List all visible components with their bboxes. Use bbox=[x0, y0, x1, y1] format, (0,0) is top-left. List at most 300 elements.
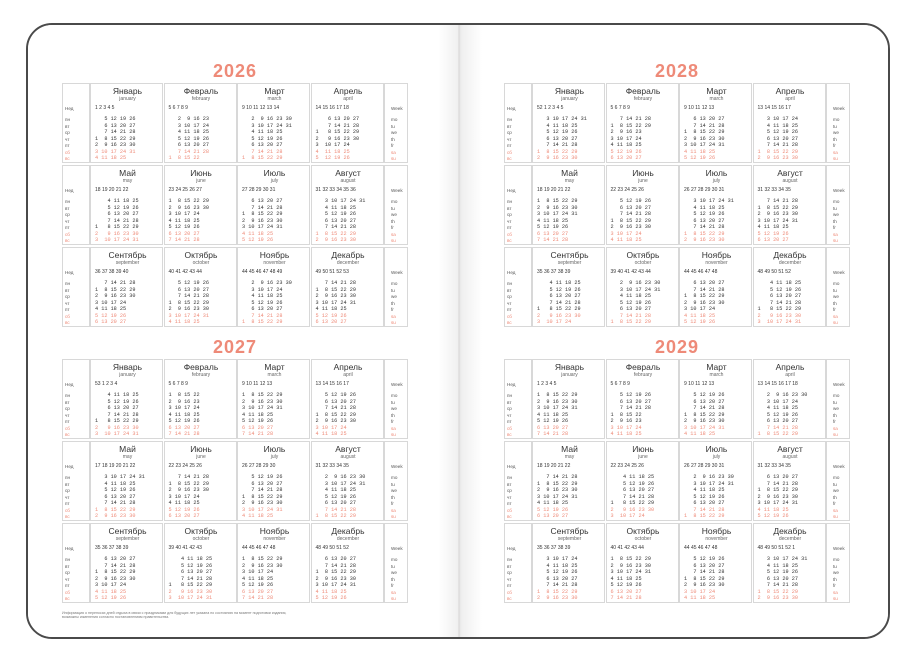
week-numbers: 31 32 33 34 35 bbox=[757, 463, 791, 469]
day-row: 1 8 15 22 bbox=[168, 155, 200, 161]
month-july bbox=[679, 441, 752, 521]
day-row: 5 12 19 26 bbox=[242, 135, 283, 142]
month-january bbox=[90, 83, 163, 163]
month-september bbox=[532, 247, 605, 327]
day-row: 3 10 17 24 bbox=[95, 299, 127, 306]
day-row: 7 14 21 28 bbox=[684, 405, 725, 411]
weekday-label: вт bbox=[507, 205, 512, 211]
day-row: 1 8 15 22 29 bbox=[315, 411, 356, 418]
day-row: 1 8 15 22 29 bbox=[610, 319, 651, 325]
week-numbers: 44 45 46 47 48 49 bbox=[242, 269, 283, 275]
month-name-ru: Июнь bbox=[632, 444, 654, 454]
day-row: 6 13 20 27 bbox=[95, 493, 136, 500]
day-row: 3 10 17 24 31 bbox=[95, 148, 136, 155]
month-name-ru: Март bbox=[264, 86, 285, 96]
day-row: 5 12 19 26 bbox=[242, 237, 274, 243]
month-name-en: april bbox=[785, 96, 795, 102]
day-row: 2 9 16 23 30 bbox=[610, 562, 651, 569]
day-row: 1 8 15 22 29 bbox=[537, 148, 578, 155]
weekday-label: чт bbox=[507, 412, 512, 418]
day-row: 1 8 15 22 29 bbox=[684, 230, 725, 237]
weekday-label: пн bbox=[65, 281, 71, 286]
week-label: tu bbox=[391, 563, 395, 569]
week-numbers: 13 14 15 16 17 bbox=[757, 105, 791, 111]
weekday-label: чт bbox=[65, 494, 70, 500]
month-name-ru: Ноябрь bbox=[259, 250, 290, 260]
month-january bbox=[532, 359, 605, 439]
week-label: we bbox=[833, 294, 839, 299]
day-row: 1 8 15 22 29 bbox=[537, 306, 581, 312]
day-row: 3 10 17 24 31 bbox=[168, 312, 209, 319]
week-label: tu bbox=[833, 481, 837, 487]
month-name-en: december bbox=[336, 536, 360, 542]
day-row: 2 9 16 23 30 bbox=[95, 575, 136, 582]
week-label: su bbox=[833, 238, 838, 243]
weekday-label: вс bbox=[507, 156, 512, 161]
month-name-ru: Август bbox=[777, 168, 803, 178]
week-label: Week bbox=[391, 270, 403, 275]
month-april bbox=[311, 83, 384, 163]
weekday-label: вт bbox=[65, 399, 70, 405]
day-row: 2 9 16 23 30 bbox=[757, 595, 798, 601]
week-label: fr bbox=[391, 419, 394, 424]
week-label: tu bbox=[833, 205, 837, 211]
weekday-label: Нед bbox=[507, 382, 516, 387]
day-row: 3 10 17 24 bbox=[537, 556, 578, 562]
day-row: 5 12 19 26 bbox=[684, 493, 725, 500]
month-name-en: august bbox=[782, 454, 798, 460]
week-label: th bbox=[833, 576, 837, 582]
day-row: 7 14 21 28 bbox=[95, 500, 136, 506]
weekday-labels-ru bbox=[62, 359, 90, 439]
weekday-label: вс bbox=[65, 432, 70, 437]
day-row: 4 11 18 25 bbox=[537, 411, 569, 418]
week-numbers: 44 45 46 47 48 bbox=[242, 545, 276, 551]
month-name-en: december bbox=[336, 260, 360, 266]
day-row: 1 8 15 22 29 bbox=[757, 148, 798, 155]
day-row: 1 8 15 22 29 bbox=[95, 286, 136, 293]
day-row: 5 12 19 26 bbox=[315, 155, 350, 161]
day-row: 1 8 15 22 29 bbox=[168, 198, 209, 204]
month-september bbox=[90, 247, 163, 327]
day-row: 3 10 17 24 31 bbox=[537, 116, 587, 122]
day-row: 3 10 17 24 31 bbox=[757, 217, 798, 224]
day-row: 1 8 15 22 29 bbox=[315, 286, 356, 293]
day-row: 1 8 15 22 29 bbox=[242, 155, 283, 161]
weekday-label: вт bbox=[65, 287, 70, 293]
weekday-label: пт bbox=[507, 225, 512, 230]
week-label: Week bbox=[833, 464, 845, 469]
weekday-label: сб bbox=[65, 313, 70, 319]
day-row: 5 12 19 26 bbox=[168, 135, 209, 142]
day-row: 5 12 19 26 bbox=[95, 204, 139, 211]
weekday-labels-en bbox=[384, 83, 408, 163]
quarter-row bbox=[504, 165, 850, 245]
day-row: 1 8 15 22 29 bbox=[537, 392, 578, 398]
month-june bbox=[164, 441, 237, 521]
weekday-label: пн bbox=[507, 475, 513, 480]
month-name-en: november bbox=[263, 260, 286, 266]
weekday-labels-en bbox=[384, 247, 408, 327]
quarter-row bbox=[62, 247, 408, 327]
weekday-label: пн bbox=[507, 393, 513, 398]
day-row: 4 11 18 25 bbox=[242, 293, 283, 299]
week-numbers: 9 10 11 12 13 bbox=[684, 381, 715, 387]
day-row: 1 8 15 22 29 bbox=[95, 135, 136, 142]
month-name-en: june bbox=[638, 454, 648, 460]
month-name-ru: Апрель bbox=[333, 362, 363, 372]
day-row: 5 12 19 26 bbox=[537, 506, 569, 513]
week-numbers: 13 14 15 16 17 bbox=[315, 381, 349, 387]
month-name-en: march bbox=[267, 96, 282, 102]
day-row: 4 11 18 25 bbox=[168, 129, 209, 135]
day-row: 7 14 21 28 bbox=[537, 582, 578, 588]
weekday-label: вс bbox=[507, 320, 512, 325]
day-row: 3 10 17 24 31 bbox=[242, 224, 283, 230]
day-row: 5 12 19 26 bbox=[95, 116, 136, 122]
day-row: 6 13 20 27 bbox=[537, 230, 569, 237]
week-numbers: 17 18 19 20 21 22 bbox=[95, 463, 136, 469]
month-name-ru: Сентябрь bbox=[108, 250, 147, 260]
day-row: 3 10 17 24 bbox=[168, 122, 209, 129]
day-row: 6 13 20 27 bbox=[684, 562, 725, 569]
weekday-label: пт bbox=[65, 583, 70, 588]
weekday-label: чт bbox=[65, 136, 70, 142]
day-row: 3 10 17 24 31 bbox=[610, 569, 651, 575]
week-numbers: 9 10 11 12 13 bbox=[684, 105, 715, 111]
month-name-en: august bbox=[340, 454, 356, 460]
month-name-ru: Март bbox=[264, 362, 285, 372]
weekday-label: пт bbox=[507, 419, 512, 424]
day-row: 6 13 20 27 bbox=[168, 142, 209, 148]
day-row: 5 12 19 26 bbox=[315, 211, 356, 217]
month-name-ru: Май bbox=[561, 168, 578, 178]
day-row: 2 9 16 23 30 bbox=[537, 398, 578, 405]
month-july bbox=[679, 165, 752, 245]
weekday-label: пн bbox=[65, 475, 71, 480]
week-numbers: 22 23 24 25 26 bbox=[610, 463, 644, 469]
day-row: 3 10 17 24 31 bbox=[242, 506, 283, 513]
month-may bbox=[90, 165, 163, 245]
week-label: su bbox=[833, 514, 838, 519]
week-label: th bbox=[833, 136, 837, 142]
month-name-en: march bbox=[267, 372, 282, 378]
week-label: we bbox=[833, 488, 839, 493]
month-december bbox=[753, 523, 826, 603]
day-row: 5 12 19 26 bbox=[242, 474, 283, 480]
day-row: 6 13 20 27 bbox=[610, 398, 651, 405]
weekday-label: вс bbox=[507, 514, 512, 519]
day-row: 7 14 21 28 bbox=[315, 506, 356, 513]
month-name-ru: Март bbox=[706, 86, 727, 96]
day-row: 2 9 16 23 30 bbox=[315, 575, 356, 582]
day-row: 4 11 18 25 bbox=[315, 148, 350, 155]
week-label: fr bbox=[391, 143, 394, 148]
weekday-label: пт bbox=[65, 143, 70, 148]
month-name-en: january bbox=[561, 372, 578, 378]
day-row: 1 8 15 22 29 bbox=[537, 198, 578, 204]
week-label: we bbox=[391, 212, 397, 217]
day-row: 6 13 20 27 bbox=[757, 474, 798, 480]
week-label: th bbox=[833, 300, 837, 306]
month-name-ru: Декабрь bbox=[331, 526, 365, 536]
week-label: Week bbox=[391, 464, 403, 469]
weekday-labels-ru bbox=[504, 523, 532, 603]
month-july bbox=[237, 165, 310, 245]
day-row: 1 8 15 22 29 bbox=[757, 588, 798, 595]
day-row: 1 8 15 22 bbox=[610, 411, 642, 418]
weekday-label: пт bbox=[65, 225, 70, 230]
weekday-label: сб bbox=[507, 425, 512, 431]
day-row: 5 12 19 26 bbox=[315, 392, 356, 398]
day-row: 6 13 20 27 bbox=[168, 230, 200, 237]
month-june bbox=[606, 441, 679, 521]
month-name-ru: Февраль bbox=[183, 362, 219, 372]
day-row: 2 9 16 23 30 bbox=[610, 280, 661, 286]
day-row: 5 12 19 26 bbox=[95, 487, 136, 493]
day-row: 5 12 19 26 bbox=[610, 148, 642, 155]
day-row: 3 10 17 24 31 bbox=[684, 480, 734, 487]
day-row: 3 10 17 24 bbox=[315, 142, 350, 148]
weekday-labels-ru bbox=[62, 247, 90, 327]
year-title: 2026 bbox=[212, 61, 258, 81]
day-row: 4 11 18 25 bbox=[684, 312, 716, 319]
day-row: 4 11 18 25 bbox=[168, 556, 213, 562]
week-label: su bbox=[833, 596, 838, 601]
week-numbers: 18 19 20 21 22 bbox=[537, 463, 571, 469]
day-row: 6 13 20 27 bbox=[757, 237, 789, 243]
weekday-labels-ru bbox=[62, 165, 90, 245]
day-row: 7 14 21 28 bbox=[95, 280, 136, 286]
day-row: 4 11 18 25 bbox=[757, 224, 789, 230]
day-row: 1 8 15 22 29 bbox=[242, 211, 283, 217]
day-row: 2 9 16 23 30 bbox=[315, 293, 356, 299]
day-row: 2 9 16 23 30 bbox=[610, 224, 651, 230]
weekday-label: вс bbox=[65, 156, 70, 161]
day-row: 2 9 16 23 30 bbox=[242, 500, 283, 506]
week-label: mo bbox=[833, 475, 840, 480]
month-november bbox=[679, 523, 752, 603]
day-row: 4 11 18 25 bbox=[610, 431, 642, 437]
day-row: 5 12 19 26 bbox=[684, 556, 725, 562]
month-name-ru: Апрель bbox=[775, 86, 805, 96]
week-numbers: 40 41 42 43 44 bbox=[168, 269, 202, 275]
day-row: 1 8 15 22 29 bbox=[315, 569, 356, 575]
day-row: 6 13 20 27 bbox=[610, 204, 651, 211]
week-label: Week bbox=[833, 188, 845, 193]
day-row: 3 10 17 24 31 bbox=[684, 142, 725, 148]
weekday-labels-en bbox=[826, 247, 850, 327]
day-row: 5 12 19 26 bbox=[242, 418, 274, 424]
day-row: 4 11 18 25 bbox=[315, 306, 347, 312]
day-row: 3 10 17 24 bbox=[168, 211, 200, 217]
day-row: 6 13 20 27 bbox=[610, 588, 642, 595]
week-label: sa bbox=[833, 425, 838, 431]
day-row: 6 13 20 27 bbox=[315, 116, 360, 122]
planner-spread bbox=[26, 23, 890, 639]
week-label: sa bbox=[833, 589, 838, 595]
day-row: 4 11 18 25 bbox=[242, 129, 283, 135]
weekday-label: ср bbox=[65, 570, 70, 575]
week-numbers: 31 32 33 34 35 bbox=[315, 463, 349, 469]
day-row: 3 10 17 24 31 bbox=[315, 299, 356, 306]
month-name-ru: Сентябрь bbox=[108, 526, 147, 536]
day-row: 1 8 15 22 29 bbox=[684, 513, 725, 519]
day-row: 7 14 21 28 bbox=[315, 280, 356, 286]
week-label: fr bbox=[833, 419, 836, 424]
week-numbers: 48 49 50 51 52 1 bbox=[757, 545, 796, 551]
month-name-en: march bbox=[709, 96, 724, 102]
weekday-label: ср bbox=[507, 488, 512, 493]
day-row: 6 13 20 27 bbox=[242, 480, 283, 487]
weekday-label: вс bbox=[507, 432, 512, 437]
day-row: 1 8 15 22 29 bbox=[242, 556, 283, 562]
week-numbers: 48 49 50 51 52 bbox=[757, 269, 791, 275]
week-label: th bbox=[833, 218, 837, 224]
weekday-label: чт bbox=[507, 218, 512, 224]
week-label: th bbox=[391, 136, 395, 142]
week-label: tu bbox=[833, 123, 837, 129]
month-name-ru: Июль bbox=[263, 168, 286, 178]
day-row: 2 9 16 23 30 bbox=[610, 506, 655, 513]
day-row: 1 8 15 22 29 bbox=[315, 513, 356, 519]
weekday-label: вт bbox=[65, 123, 70, 129]
day-row: 1 8 15 22 29 bbox=[168, 480, 209, 487]
day-row: 4 11 18 25 bbox=[610, 575, 642, 582]
weekday-labels-en bbox=[384, 359, 408, 439]
day-row: 1 8 15 22 29 bbox=[610, 556, 651, 562]
weekday-label: сб bbox=[65, 425, 70, 431]
week-label: sa bbox=[833, 507, 838, 513]
weekday-label: чт bbox=[65, 412, 70, 418]
day-row: 4 11 18 25 bbox=[537, 562, 578, 569]
day-row: 5 12 19 26 bbox=[610, 392, 651, 398]
day-row: 2 9 16 23 30 bbox=[684, 299, 725, 306]
day-row: 2 9 16 23 30 bbox=[315, 237, 356, 243]
weekday-label: сб bbox=[507, 149, 512, 155]
day-row: 6 13 20 27 bbox=[242, 588, 274, 595]
day-row: 4 11 18 25 bbox=[537, 500, 569, 506]
day-row: 2 9 16 23 30 bbox=[242, 562, 283, 569]
month-october bbox=[606, 247, 679, 327]
weekday-label: чт bbox=[507, 576, 512, 582]
week-label: we bbox=[833, 570, 839, 575]
day-row: 4 11 18 25 bbox=[95, 392, 139, 398]
week-numbers: 5 6 7 8 9 bbox=[168, 105, 188, 111]
month-march bbox=[679, 83, 752, 163]
quarter-row bbox=[62, 441, 408, 521]
day-row: 1 8 15 22 bbox=[168, 392, 200, 398]
week-label: mo bbox=[833, 393, 840, 398]
week-label: Week bbox=[391, 546, 403, 551]
month-september bbox=[90, 523, 163, 603]
day-row: 3 10 17 24 bbox=[757, 398, 798, 405]
day-row: 4 11 18 25 bbox=[168, 217, 200, 224]
week-label: we bbox=[833, 406, 839, 411]
day-row: 2 9 16 23 30 bbox=[95, 513, 136, 519]
day-row: 3 10 17 24 31 bbox=[537, 493, 578, 500]
day-row: 4 11 18 25 bbox=[315, 431, 347, 437]
day-row: 7 14 21 28 bbox=[315, 224, 356, 230]
day-row: 3 10 17 24 bbox=[95, 582, 127, 588]
quarter-row bbox=[504, 359, 850, 439]
month-august bbox=[753, 441, 826, 521]
day-row: 2 9 16 23 30 bbox=[315, 418, 356, 424]
month-name-en: january bbox=[119, 96, 136, 102]
weekday-label: пт bbox=[507, 307, 512, 312]
day-row: 6 13 20 27 bbox=[684, 217, 725, 224]
week-label: Week bbox=[391, 382, 403, 387]
day-row: 6 13 20 27 bbox=[610, 155, 642, 161]
week-label: su bbox=[391, 596, 396, 601]
day-row: 7 14 21 28 bbox=[242, 595, 274, 601]
week-label: fr bbox=[833, 143, 836, 148]
day-row: 5 12 19 26 bbox=[95, 595, 127, 601]
day-row: 6 13 20 27 bbox=[242, 142, 283, 148]
week-label: tu bbox=[391, 123, 395, 129]
week-numbers: 39 40 41 42 43 bbox=[168, 545, 202, 551]
day-row: 1 8 15 22 29 bbox=[610, 500, 655, 506]
day-row: 1 8 15 22 29 bbox=[757, 204, 798, 211]
day-row: 5 12 19 26 bbox=[315, 493, 356, 500]
weekday-label: пн bbox=[65, 199, 71, 204]
weekday-labels-en bbox=[826, 441, 850, 521]
day-row: 6 13 20 27 bbox=[315, 398, 356, 405]
day-row: 7 14 21 28 bbox=[610, 116, 651, 122]
week-label: mo bbox=[391, 281, 398, 286]
right-page bbox=[460, 25, 890, 637]
day-row: 6 13 20 27 bbox=[684, 500, 725, 506]
day-row: 7 14 21 28 bbox=[95, 411, 139, 418]
weekday-label: сб bbox=[507, 589, 512, 595]
week-numbers: 31 32 33 34 35 36 bbox=[315, 187, 356, 193]
day-row: 1 8 15 22 29 bbox=[95, 506, 136, 513]
weekday-labels-ru bbox=[62, 523, 90, 603]
week-label: fr bbox=[391, 307, 394, 312]
day-row: 4 11 18 25 bbox=[684, 595, 716, 601]
week-label: su bbox=[833, 432, 838, 437]
week-numbers: 5 6 7 8 9 bbox=[610, 381, 630, 387]
week-label: su bbox=[391, 432, 396, 437]
day-row: 2 9 16 23 30 bbox=[95, 142, 136, 148]
month-april bbox=[753, 83, 826, 163]
day-row: 7 14 21 28 bbox=[168, 237, 200, 243]
day-row: 5 12 19 26 bbox=[757, 286, 802, 293]
month-february bbox=[606, 83, 679, 163]
day-row: 3 10 17 24 31 bbox=[537, 211, 578, 217]
week-label: mo bbox=[391, 475, 398, 480]
month-february bbox=[164, 83, 237, 163]
month-july bbox=[237, 441, 310, 521]
day-row: 7 14 21 28 bbox=[95, 562, 136, 569]
week-numbers: 9 10 11 12 13 14 bbox=[242, 105, 280, 111]
day-row: 2 9 16 23 bbox=[168, 398, 200, 405]
weekday-labels-en bbox=[826, 83, 850, 163]
day-row: 7 14 21 28 bbox=[168, 148, 209, 155]
day-row: 2 9 16 23 30 bbox=[95, 293, 136, 299]
month-june bbox=[606, 165, 679, 245]
day-row: 2 9 16 23 30 bbox=[537, 204, 578, 211]
weekday-label: Нед bbox=[65, 188, 74, 193]
weekday-labels-en bbox=[384, 523, 408, 603]
week-label: tu bbox=[391, 481, 395, 487]
weekday-label: пн bbox=[507, 281, 513, 286]
day-row: 4 11 18 25 bbox=[95, 198, 139, 204]
day-row: 4 11 18 25 bbox=[757, 122, 798, 129]
day-row: 5 12 19 26 bbox=[610, 198, 651, 204]
day-row: 4 11 18 25 bbox=[242, 411, 274, 418]
weekday-label: сб bbox=[65, 149, 70, 155]
